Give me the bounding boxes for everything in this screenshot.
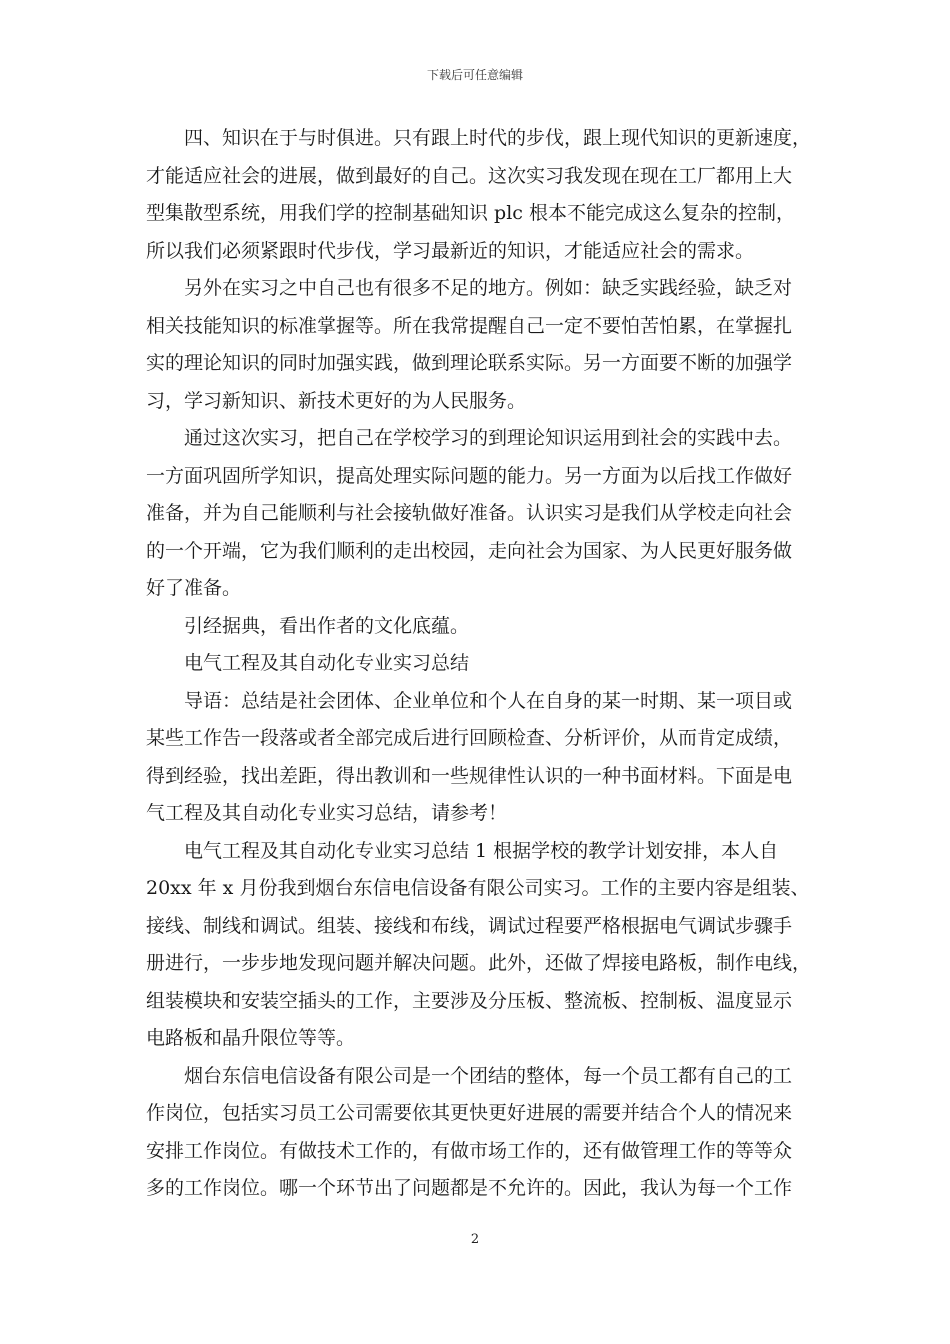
text-line: 另外在实习之中自己也有很多不足的地方。例如：缺乏实践经验，缺乏对 bbox=[184, 277, 793, 299]
page-number: 2 bbox=[470, 1232, 480, 1247]
text-line: 导语：总结是社会团体、企业单位和个人在自身的某一时期、某一项目或 bbox=[184, 689, 793, 712]
text-line: 引经据典，看出作者的文化底蕴。 bbox=[184, 614, 470, 637]
text-line: 通过这次实习，把自己在学校学习的到理论知识运用到社会的实践中去。 bbox=[184, 427, 793, 449]
text-line: 习，学习新知识、新技术更好的为人民服务。 bbox=[146, 389, 527, 412]
paragraph bbox=[146, 270, 818, 420]
text-line: 气工程及其自动化专业实习总结，请参考！ bbox=[146, 802, 508, 824]
paragraph bbox=[146, 833, 818, 1058]
text-line: 好了准备。 bbox=[146, 577, 242, 599]
paragraph bbox=[146, 608, 818, 646]
paragraph bbox=[146, 420, 818, 608]
text-line: 某些工作告一段落或者全部完成后进行回顾检查、分析评价，从而肯定成绩， bbox=[146, 727, 793, 749]
text-line: 组装模块和安装空插头的工作，主要涉及分压板、整流板、控制板、温度显示 bbox=[146, 989, 793, 1012]
text-line: 多的工作岗位。哪一个环节出了问题都是不允许的。因此，我认为每一个工作 bbox=[146, 1177, 793, 1199]
text-line: 才能适应社会的进展，做到最好的自己。这次实习我发现在现在工厂都用上大 bbox=[146, 164, 793, 187]
text-line: 一方面巩固所学知识，提高处理实际问题的能力。另一方面为以后找工作做好 bbox=[146, 464, 793, 487]
text-line: 实的理论知识的同时加强实践，做到理论联系实际。另一方面要不断的加强学 bbox=[146, 352, 793, 374]
text-line: 相关技能知识的标准掌握等。所在我常提醒自己一定不要怕苦怕累，在掌握扎 bbox=[146, 314, 793, 337]
text-line: 准备，并为自己能顺利与社会接轨做好准备。认识实习是我们从学校走向社会 bbox=[146, 502, 793, 524]
section-title bbox=[146, 645, 818, 683]
text-line: 电路板和晶升限位等等。 bbox=[146, 1027, 356, 1049]
text-line: 烟台东信电信设备有限公司是一个团结的整体，每一个员工都有自己的工 bbox=[184, 1064, 793, 1087]
text-line: 电气工程及其自动化专业实习总结 bbox=[184, 652, 470, 674]
text-line: 作岗位，包括实习员工公司需要依其更快更好进展的需要并结合个人的情况来 bbox=[146, 1102, 793, 1124]
paragraph bbox=[146, 120, 818, 270]
document-body bbox=[146, 120, 818, 1208]
paragraph bbox=[146, 683, 818, 833]
page-header: 下载后可任意编辑 bbox=[426, 68, 523, 82]
text-line: 电气工程及其自动化专业实习总结 1 根据学校的教学计划安排，本人自 bbox=[184, 839, 779, 862]
text-line: 型集散型系统，用我们学的控制基础知识 plc 根本不能完成这么复杂的控制， bbox=[146, 202, 795, 224]
text-line: 所以我们必须紧跟时代步伐，学习最新近的知识，才能适应社会的需求。 bbox=[146, 239, 755, 262]
text-line: 册进行，一步步地发现问题并解决问题。此外，还做了焊接电路板，制作电线， bbox=[146, 952, 812, 974]
text-line: 20xx 年 x 月份我到烟台东信电信设备有限公司实习。工作的主要内容是组装、 bbox=[146, 877, 810, 899]
text-line: 接线、制线和调试。组装、接线和布线，调试过程要严格根据电气调试步骤手 bbox=[146, 914, 793, 937]
text-line: 得到经验，找出差距，得出教训和一些规律性认识的一种书面材料。下面是电 bbox=[146, 764, 793, 787]
paragraph bbox=[146, 1058, 818, 1208]
text-line: 的一个开端，它为我们顺利的走出校园，走向社会为国家、为人民更好服务做 bbox=[146, 539, 793, 562]
text-line: 安排工作岗位。有做技术工作的，有做市场工作的，还有做管理工作的等等众 bbox=[146, 1139, 793, 1162]
text-line: 四、知识在于与时俱进。只有跟上时代的步伐，跟上现代知识的更新速度， bbox=[184, 127, 812, 149]
